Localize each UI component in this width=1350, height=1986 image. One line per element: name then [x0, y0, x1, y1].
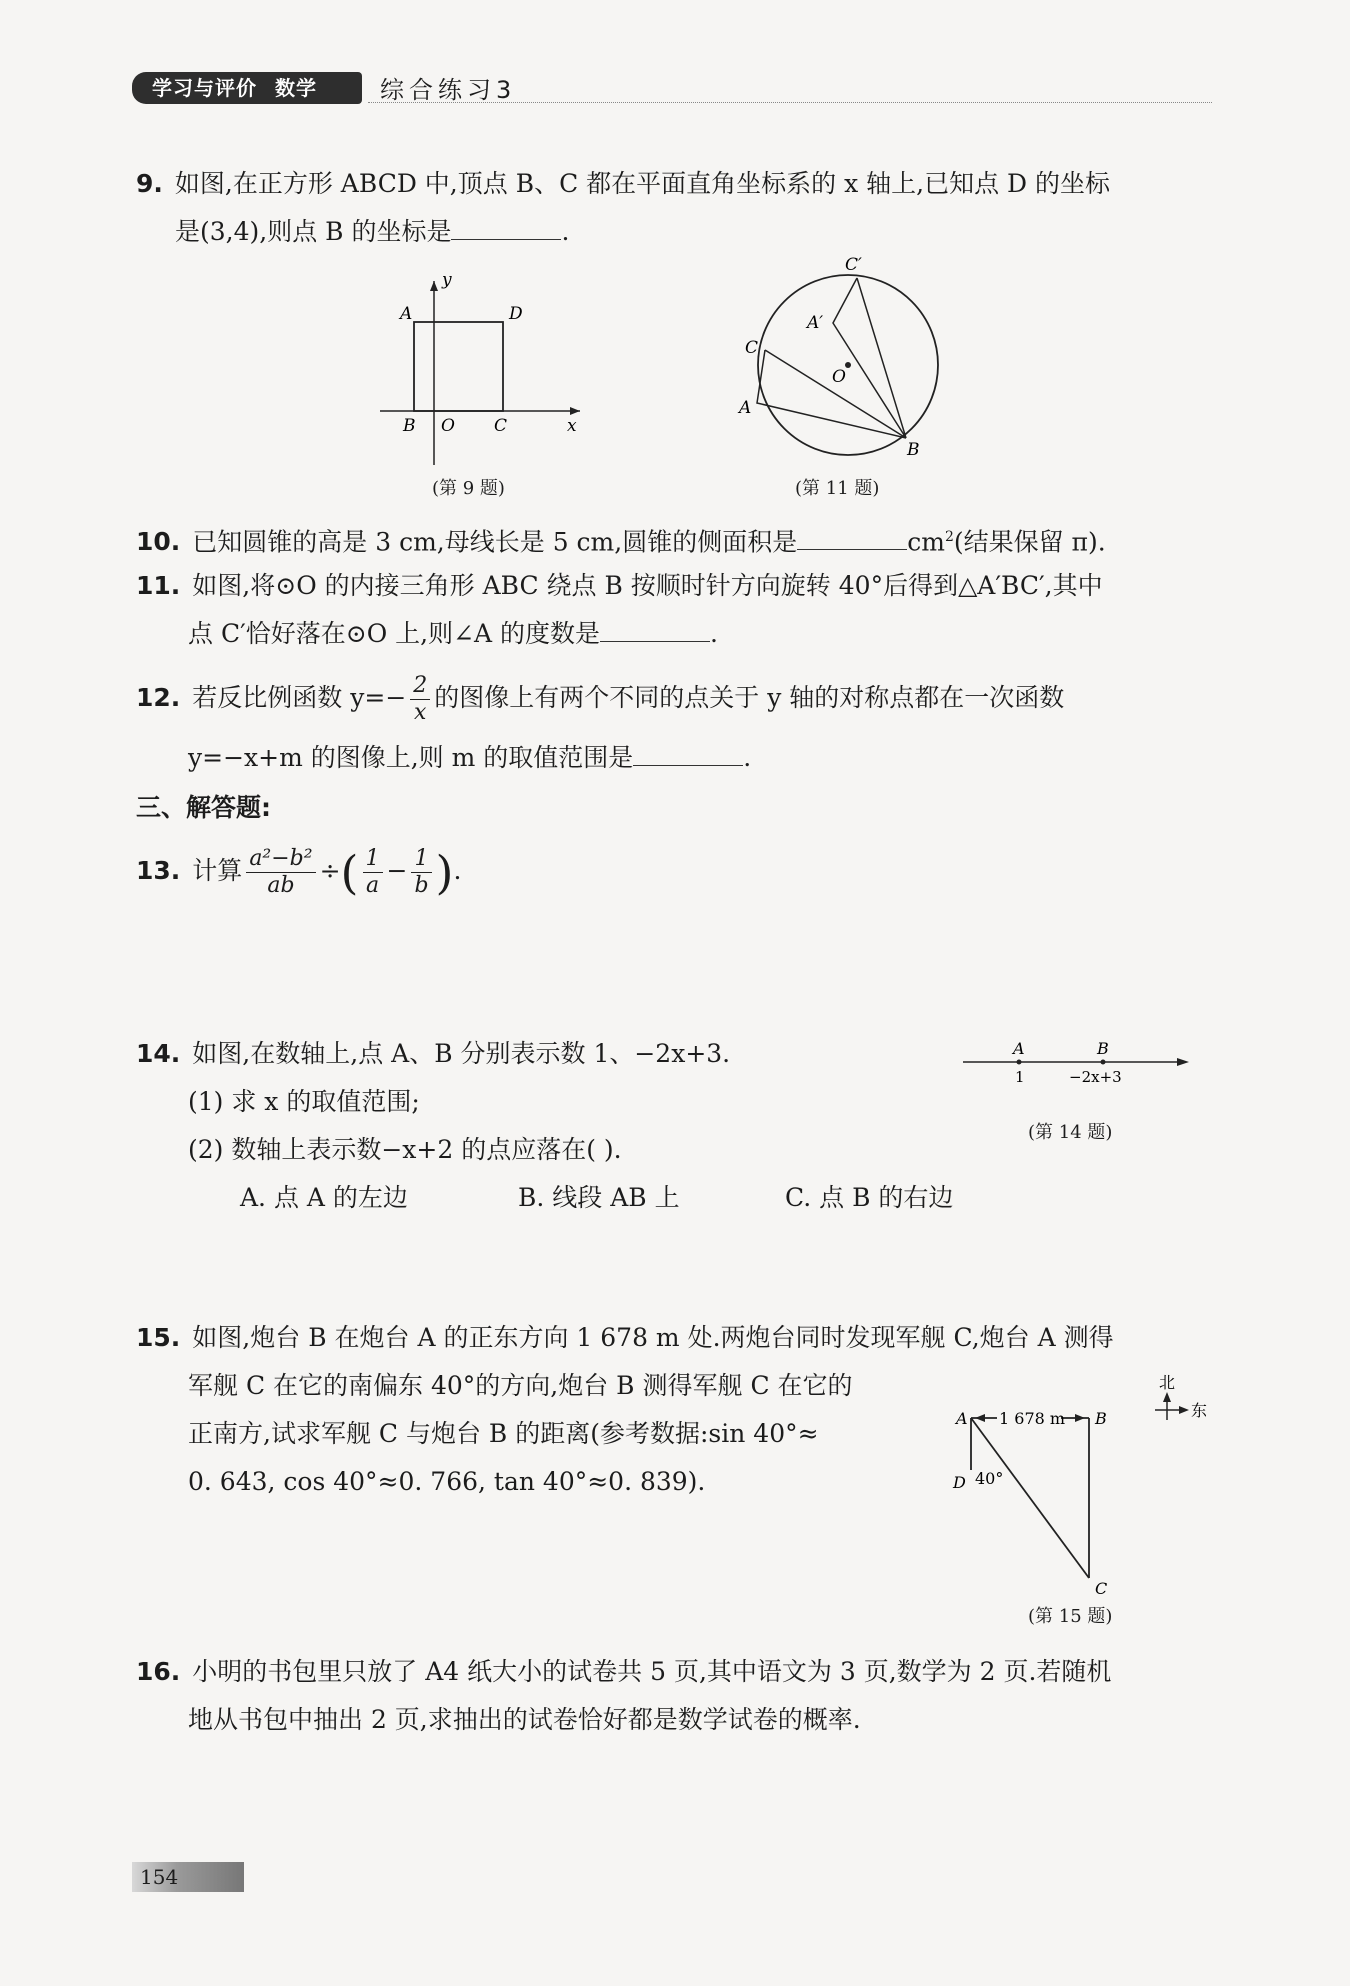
number-line-arrow	[1177, 1058, 1189, 1066]
arrow-left	[975, 1414, 985, 1422]
figure-14-number-line	[955, 1030, 1195, 1090]
question-14-part1: (1) 求 x 的取值范围;	[188, 1087, 420, 1116]
question-number: 11.	[136, 571, 181, 600]
fraction-a2-b2-over-ab	[246, 846, 315, 899]
book-tag	[132, 72, 362, 104]
question-text-end: (结果保留 π).	[953, 527, 1106, 557]
question-number: 14.	[136, 1039, 181, 1068]
figure-11-caption: (第 11 题)	[795, 478, 880, 499]
book-subject: 数学	[275, 76, 317, 100]
question-12-line2	[188, 734, 751, 782]
question-14-option-a[interactable]: A. 点 A 的左边	[240, 1183, 408, 1212]
question-text: 是(3,4),则点 B 的坐标是	[175, 217, 452, 246]
numerator: 2	[410, 673, 430, 700]
label-c-prime: C′	[845, 255, 862, 275]
denominator: x	[414, 700, 427, 725]
east-label: 东	[1191, 1401, 1208, 1420]
figure-14-caption: (第 14 题)	[1028, 1122, 1113, 1143]
period: .	[561, 217, 570, 246]
header-rule	[368, 102, 1212, 103]
value-b: −2x+3	[1069, 1068, 1122, 1086]
question-text: 若反比例函数 y=−	[192, 683, 407, 712]
question-text: 的图像上有两个不同的点关于 y 轴的对称点都在一次函数	[434, 683, 1065, 712]
question-text: 如图,在数轴上,点 A、B 分别表示数 1、−2x+3.	[192, 1039, 731, 1068]
north-label: 北	[1159, 1373, 1176, 1392]
figure-9-square	[370, 265, 590, 465]
label-c: C	[1095, 1579, 1108, 1598]
question-9	[136, 160, 1110, 208]
question-text: 计算	[192, 856, 243, 885]
label-a: A	[739, 398, 752, 418]
figure-15-triangle	[945, 1370, 1208, 1598]
arrow-right	[1075, 1414, 1085, 1422]
label-d: D	[509, 304, 523, 324]
question-13	[136, 838, 461, 906]
question-14	[136, 1030, 730, 1078]
question-text: 小明的书包里只放了 A4 纸大小的试卷共 5 页,其中语文为 3 页,数学为 2 页.若随机	[192, 1657, 1112, 1686]
figure-15-caption: (第 15 题)	[1028, 1606, 1113, 1627]
label-y: y	[442, 270, 452, 290]
label-a: A	[956, 1409, 968, 1428]
label-a-prime: A′	[807, 313, 824, 333]
question-text: y=−x+m 的图像上,则 m 的取值范围是	[188, 743, 634, 772]
denominator: b	[414, 873, 429, 898]
question-14-option-b[interactable]: B. 线段 AB 上	[518, 1183, 680, 1212]
question-10	[136, 513, 1106, 566]
question-number: 13.	[136, 856, 181, 885]
minus-sign: −	[386, 856, 408, 885]
question-16	[136, 1648, 1111, 1696]
question-14-part2: (2) 数轴上表示数−x+2 的点应落在( ).	[188, 1135, 622, 1164]
fraction-1-over-b	[411, 846, 431, 899]
y-axis-arrow	[430, 281, 438, 291]
label-c: C	[494, 416, 508, 436]
question-15-line4: 0. 643, cos 40°≈0. 766, tan 40°≈0. 839).	[188, 1467, 706, 1496]
numerator: 1	[411, 846, 431, 873]
page-number: 154	[132, 1862, 244, 1892]
question-text: 点 C′恰好落在⊙O 上,则∠A 的度数是	[188, 619, 601, 648]
question-12	[136, 668, 1064, 728]
value-a: 1	[1015, 1068, 1025, 1086]
x-axis-arrow	[570, 407, 580, 415]
period: .	[453, 856, 462, 885]
question-number: 16.	[136, 1657, 181, 1686]
triangle-a-b-c-prime	[833, 278, 906, 438]
question-15-line2: 军舰 C 在它的南偏东 40°的方向,炮台 B 测得军舰 C 在它的	[188, 1371, 853, 1400]
fraction-2-over-x	[410, 673, 430, 726]
question-15-line3: 正南方,试求军舰 C 与炮台 B 的距离(参考数据:sin 40°≈	[188, 1419, 819, 1448]
question-number: 15.	[136, 1323, 181, 1352]
question-number: 9.	[136, 169, 163, 198]
label-d: D	[953, 1473, 966, 1492]
label-a: A	[400, 304, 413, 324]
question-11	[136, 562, 1103, 610]
fraction-1-over-a	[363, 846, 383, 899]
numerator: a²−b²	[246, 846, 315, 873]
question-11-line2	[188, 610, 718, 658]
question-text: 如图,将⊙O 的内接三角形 ABC 绕点 B 按顺时针方向旋转 40°后得到△A′BC′,其中	[192, 571, 1103, 600]
question-15	[136, 1314, 1114, 1362]
question-text: 已知圆锥的高是 3 cm,母线长是 5 cm,圆锥的侧面积是	[192, 527, 798, 557]
question-9-line2	[175, 208, 569, 256]
denominator: a	[365, 873, 380, 898]
angle-label: 40°	[975, 1469, 1004, 1488]
label-b: B	[907, 440, 920, 460]
distance-label: 1 678 m	[999, 1409, 1066, 1428]
question-14-option-c[interactable]: C. 点 B 的右边	[785, 1183, 954, 1212]
label-x: x	[567, 416, 577, 436]
figure-9-caption: (第 9 题)	[432, 478, 505, 499]
right-paren: )	[435, 845, 454, 900]
divide-sign: ÷	[319, 856, 341, 885]
label-b: B	[1095, 1409, 1107, 1428]
book-title: 学习与评价	[152, 76, 257, 100]
question-text: 如图,在正方形 ABCD 中,顶点 B、C 都在平面直角坐标系的 x 轴上,已知点 D 的坐标	[174, 169, 1111, 198]
period: .	[710, 619, 718, 648]
question-text: 如图,炮台 B 在炮台 A 的正东方向 1 678 m 处.两炮台同时发现军舰 C,炮台 A 测得	[192, 1323, 1114, 1352]
label-o: O	[441, 416, 455, 436]
answer-blank[interactable]	[797, 521, 907, 550]
answer-blank[interactable]	[600, 613, 710, 642]
question-number: 12.	[136, 683, 181, 712]
label-b: B	[403, 416, 416, 436]
label-a: A	[1013, 1039, 1025, 1058]
point-a	[1017, 1060, 1022, 1065]
answer-blank[interactable]	[451, 211, 561, 240]
answer-blank[interactable]	[633, 737, 743, 766]
left-paren: (	[340, 845, 359, 900]
section-heading: 三、解答题:	[136, 793, 271, 822]
question-16-line2: 地从书包中抽出 2 页,求抽出的试卷恰好都是数学试卷的概率.	[188, 1705, 861, 1734]
label-o: O	[832, 367, 846, 387]
numerator: 1	[363, 846, 383, 873]
figure-11-circle	[735, 250, 955, 465]
compass-north-arrow	[1163, 1392, 1171, 1402]
period: .	[743, 743, 752, 772]
unit: cm	[907, 527, 945, 557]
page-header	[132, 68, 1212, 108]
segment-ac	[971, 1418, 1089, 1578]
square-abcd	[414, 322, 503, 411]
denominator: ab	[267, 873, 295, 898]
label-c: C	[745, 338, 759, 358]
label-b: B	[1097, 1039, 1109, 1058]
point-b	[1101, 1060, 1106, 1065]
unit-exponent: 2	[944, 529, 954, 545]
compass-east-arrow	[1179, 1406, 1189, 1414]
question-number: 10.	[136, 527, 181, 557]
section-title: 综合练习3	[380, 76, 517, 104]
